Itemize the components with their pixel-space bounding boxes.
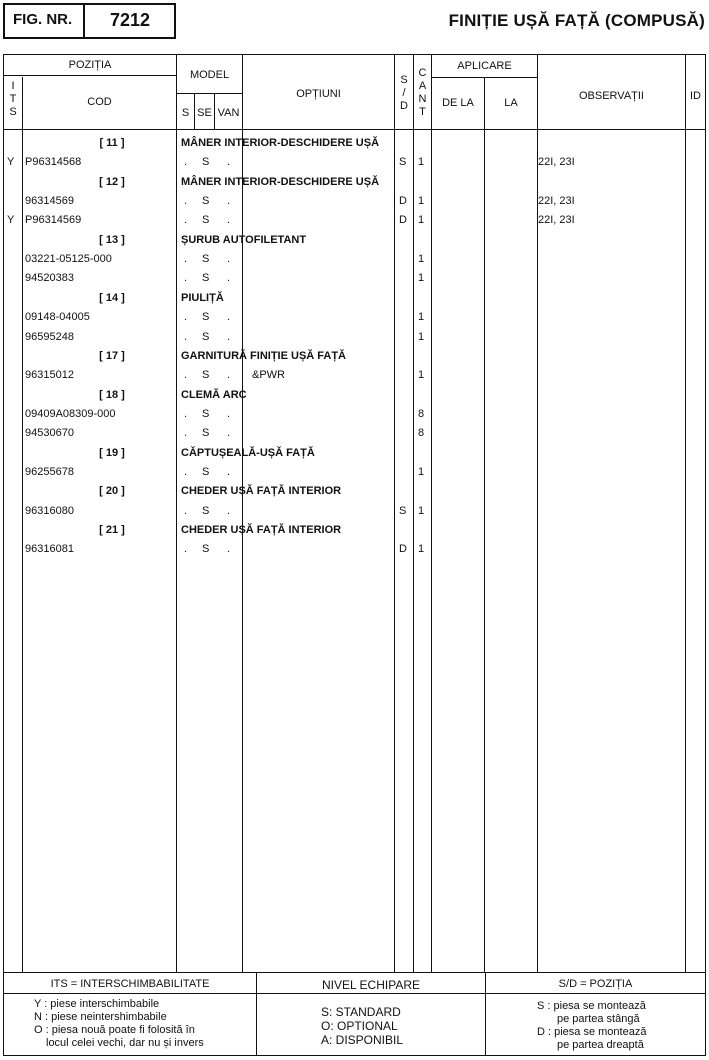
header-sd (395, 74, 413, 113)
part-code: P96314569 (25, 214, 82, 227)
footer-its-legend (34, 998, 204, 1050)
model-se-cell: S (202, 272, 210, 285)
header-de-la: DE LA (442, 97, 474, 109)
quantity-cell: 1 (418, 311, 425, 324)
part-code: 96316081 (25, 543, 74, 556)
model-van-cell: . (227, 465, 231, 478)
table-row (4, 308, 704, 327)
sd-cell: S (399, 156, 407, 169)
part-code: 96314569 (25, 195, 74, 208)
position-number: [ 18 ] (99, 388, 125, 401)
part-name: CLEMĂ ARC (181, 388, 247, 401)
model-se-cell: S (202, 156, 210, 169)
header-id: ID (690, 90, 701, 102)
sd-cell: D (399, 195, 407, 208)
section-row (4, 482, 704, 501)
figure-label: FIG. NR. (13, 11, 73, 28)
model-van-cell: . (227, 427, 231, 440)
model-s-cell: . (184, 253, 188, 266)
footer-its-line: Y : piese interschimbabile (34, 998, 160, 1010)
model-se-cell: S (202, 253, 210, 266)
header-model-van: VAN (217, 107, 240, 119)
header-sd-letter: D (400, 100, 408, 112)
table-row (4, 424, 704, 443)
footer-its-line: O : piesa nouă poate fi folosită în (34, 1024, 195, 1036)
header-optiuni: OPȚIUNI (296, 88, 341, 100)
part-code: 96255678 (25, 465, 74, 478)
model-van-cell: . (227, 369, 231, 382)
header-pozitia: POZIȚIA (68, 59, 112, 71)
position-number: [ 19 ] (99, 446, 125, 459)
model-underline (177, 93, 242, 94)
table-row (4, 211, 704, 230)
model-se-cell: S (202, 407, 210, 420)
footer-top-line (4, 972, 705, 973)
part-code: P96314568 (25, 156, 82, 169)
header-cant-letter: A (418, 80, 427, 92)
quantity-cell: 1 (418, 543, 425, 556)
header-cod: COD (87, 96, 112, 108)
section-row (4, 444, 704, 463)
part-code: 03221-05125-000 (25, 253, 112, 266)
quantity-cell: 1 (418, 330, 425, 343)
footer-sd-title: S/D = POZIȚIA (558, 978, 633, 990)
section-row (4, 173, 704, 192)
part-code: 94520383 (25, 272, 74, 285)
section-row (4, 347, 704, 366)
header-cant-letter: C (418, 67, 427, 79)
header-observatii: OBSERVAȚII (578, 90, 644, 102)
table-row (4, 269, 704, 288)
part-code: 09148-04005 (25, 311, 90, 324)
section-row (4, 134, 704, 153)
position-number: [ 17 ] (99, 349, 125, 362)
model-van-cell: . (227, 543, 231, 556)
model-van-cell: . (227, 311, 231, 324)
observatii-cell: 22I, 23I (538, 195, 575, 208)
quantity-cell: 1 (418, 156, 425, 169)
section-row (4, 521, 704, 540)
sd-cell: S (399, 504, 407, 517)
optiuni-cell: &PWR (252, 369, 285, 382)
header-la: LA (504, 97, 518, 109)
its-cell: Y (7, 214, 15, 227)
model-se-cell: S (202, 427, 210, 440)
footer-nivel-title: NIVEL ECHIPARE (321, 978, 421, 992)
part-code: 96315012 (25, 369, 74, 382)
section-row (4, 289, 704, 308)
model-se-cell: S (202, 214, 210, 227)
section-row (4, 386, 704, 405)
table-row (4, 192, 704, 211)
model-s-cell: . (184, 214, 188, 227)
header-cant (414, 67, 431, 119)
model-van-cell: . (227, 272, 231, 285)
footer-nivel-line: S: STANDARD (321, 1005, 401, 1019)
position-number: [ 14 ] (99, 291, 125, 304)
position-number: [ 12 ] (99, 175, 125, 188)
model-s-cell: . (184, 465, 188, 478)
table-row (4, 540, 704, 559)
table-row (4, 502, 704, 521)
page-title: FINIȚIE UȘĂ FAȚĂ (COMPUSĂ) (448, 11, 705, 30)
part-code: 96316080 (25, 504, 74, 517)
part-name: ȘURUB AUTOFILETANT (181, 233, 307, 246)
model-van-cell: . (227, 330, 231, 343)
model-van-cell: . (227, 253, 231, 266)
header-sd-letter: S (400, 74, 408, 86)
quantity-cell: 8 (418, 407, 425, 420)
sd-cell: D (399, 214, 407, 227)
model-s-cell: . (184, 195, 188, 208)
table-row (4, 405, 704, 424)
model-s-cell: . (184, 311, 188, 324)
model-se-cell: S (202, 369, 210, 382)
part-name: CHEDER UȘĂ FAȚĂ INTERIOR (181, 524, 342, 536)
footer-sd-line: S : piesa se montează (537, 1000, 646, 1012)
observatii-cell: 22I, 23I (538, 214, 575, 227)
quantity-cell: 1 (418, 272, 425, 285)
model-se-cell: S (202, 311, 210, 324)
model-van-cell: . (227, 156, 231, 169)
section-row (4, 231, 704, 250)
observatii-cell: 22I, 23I (538, 156, 575, 169)
footer-sd-line: pe partea stângă (557, 1013, 640, 1025)
model-s-cell: . (184, 156, 188, 169)
quantity-cell: 1 (418, 195, 425, 208)
header-sd-letter: / (402, 87, 406, 99)
header-model-s: S (181, 107, 190, 119)
part-code: 96595248 (25, 330, 74, 343)
model-van-cell: . (227, 195, 231, 208)
quantity-cell: 1 (418, 253, 425, 266)
position-number: [ 21 ] (99, 524, 125, 536)
its-cell: Y (7, 156, 15, 169)
table-row (4, 366, 704, 385)
header-model: MODEL (189, 69, 230, 81)
header-its-letter: I (11, 80, 15, 92)
part-name: GARNITURĂ FINIȚIE UȘĂ FAȚĂ (181, 349, 346, 362)
part-name: MÂNER INTERIOR-DESCHIDERE UȘĂ (181, 175, 380, 188)
footer-its-line: N : piese neintershimbabile (34, 1011, 167, 1023)
footer-its-line: locul celei vechi, dar nu și invers (46, 1037, 204, 1049)
footer-its-title: ITS = INTERSCHIMBABILITATE (50, 978, 210, 990)
header-its-letter: T (9, 93, 17, 105)
part-code: 09409A08309-000 (25, 407, 116, 420)
footer-nivel-line: O: OPTIONAL (321, 1019, 398, 1033)
figure-number: 7212 (110, 10, 151, 30)
position-number: [ 13 ] (99, 233, 125, 246)
model-se-cell: S (202, 195, 210, 208)
figure-box-divider (83, 3, 85, 39)
model-van-cell: . (227, 504, 231, 517)
footer-sd-line: D : piesa se montează (537, 1026, 647, 1038)
position-number: [ 11 ] (99, 137, 125, 149)
header-aplicare: APLICARE (457, 60, 512, 72)
model-s-cell: . (184, 330, 188, 343)
model-van-cell: . (227, 407, 231, 420)
position-number: [ 20 ] (99, 485, 125, 498)
quantity-cell: 1 (418, 369, 425, 382)
quantity-cell: 8 (418, 427, 425, 440)
part-name: MÂNER INTERIOR-DESCHIDERE UȘĂ (181, 137, 380, 149)
model-s-cell: . (184, 543, 188, 556)
model-se-cell: S (202, 330, 210, 343)
model-s-cell: . (184, 427, 188, 440)
header-its (4, 80, 22, 119)
pozitia-underline (4, 75, 176, 76)
header-its-letter: S (9, 106, 17, 118)
sd-cell: D (399, 543, 407, 556)
part-name: CĂPTUȘEALĂ-UȘĂ FAȚĂ (181, 446, 315, 459)
table-row (4, 328, 704, 347)
quantity-cell: 1 (418, 465, 425, 478)
table-row (4, 463, 704, 482)
model-van-cell: . (227, 214, 231, 227)
model-s-cell: . (184, 272, 188, 285)
part-name: CHEDER UȘĂ FAȚĂ INTERIOR (181, 485, 342, 498)
footer-sd-legend (537, 1000, 646, 1052)
footer-sd-line: pe partea dreaptă (557, 1039, 644, 1051)
header-model-se: SE (197, 107, 212, 119)
header-cant-letter: N (418, 93, 427, 105)
table-row (4, 153, 704, 172)
header-bottom-line (4, 129, 705, 130)
model-s-cell: . (184, 407, 188, 420)
model-se-cell: S (202, 504, 210, 517)
footer-title-line (4, 993, 705, 994)
part-name: PIULIȚĂ (181, 291, 224, 304)
model-se-cell: S (202, 465, 210, 478)
model-s-cell: . (184, 504, 188, 517)
quantity-cell: 1 (418, 214, 425, 227)
footer-nivel-legend (321, 1005, 403, 1047)
table-row (4, 250, 704, 269)
model-se-cell: S (202, 543, 210, 556)
header-cant-letter: T (419, 106, 426, 118)
footer-nivel-line: A: DISPONIBIL (321, 1033, 404, 1047)
model-s-cell: . (184, 369, 188, 382)
quantity-cell: 1 (418, 504, 425, 517)
part-code: 94530670 (25, 427, 74, 440)
